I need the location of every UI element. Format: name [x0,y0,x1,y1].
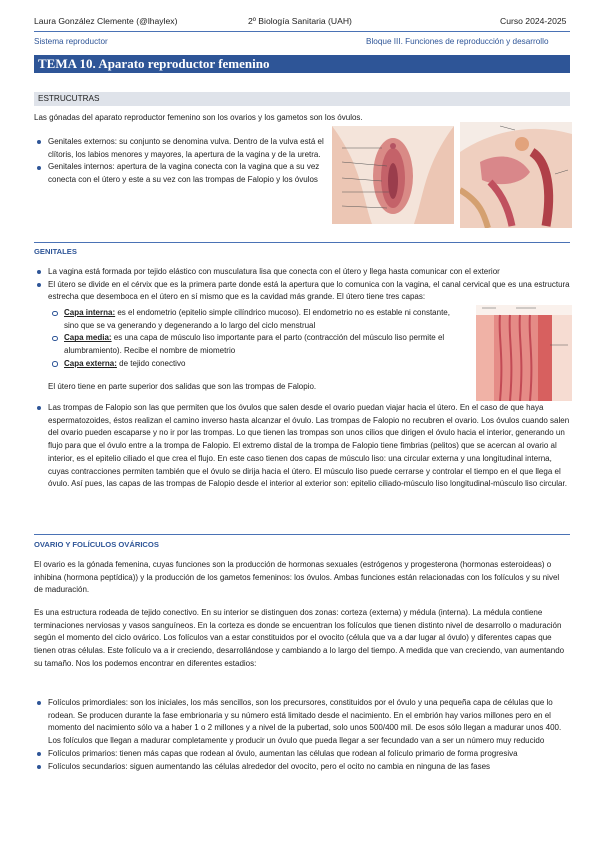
section-ovario: OVARIO Y FOLÍCULOS OVÁRICOS [34,540,159,549]
layer-name: Capa media: [64,333,112,343]
section-divider [34,534,570,535]
endometrium-illustration [476,305,572,401]
header-block: Bloque III. Funciones de reproducción y desarrollo [366,37,549,46]
layer-text: es el endometrio (epitelio simple cilíndrico mucoso). El endometrio no es estable ni constante, sino que se va generando y degenerando a lo largo del ciclo menstrual [64,308,450,330]
section-genitales: GENITALES [34,247,77,256]
list-item: Las trompas de Falopio son las que permiten que los óvulos que salen desde el ovario puedan viajar hacia el útero. En el caso de que haya espermatozoides, éstos realizan el camino inverso hasta alcanzar el óvulo. Las trompas de Falopio no recubren el ovario. Los óvulos cuando salen del ovario pueden escaparse y no ir por las trompas. Lo que tienen las trompas son unos cilios que dirigen el óvulo hacia el interior, generando un flujo para que el óvulo entre a la trompa de Falopio. El extremo distal de la trompa de Falopio tiene fimbrias (pelitos) que se acercan al ovario al interior, es el epitelio ciliado el que crea el flujo. En este caso tienen dos capas de músculo liso: una circular externa y una longitudinal interna, cuyas contracciones permiten también que el óvulo se dirija hacia el útero. El músculo liso puede cerrarse y controlar el tiempo en el que llega el óvulo. Así pues, las capas de las trompas de Falopio desde el interior al exterior son: epitelio ciliado-músculo liso longitudinal-músculo liso circular. [34,402,570,491]
list-item: Folículos primarios: tienen más capas que rodean al óvulo, aumentan las células que rodean al folículo primario de forma progresiva [34,748,570,761]
section-estructuras: ESTRUCUTRAS [34,92,570,106]
header-course: 2º Biología Sanitaria (UAH) [248,16,352,26]
header-subject: Sistema reproductor [34,37,108,46]
list-item: El útero se divide en el cérvix que es la primera parte donde está la apertura que lo comunica con la vagina, el canal cervical que es una estructura estrecha que desemboca en el útero en sí mismo que es la cavidad más grande. El útero tiene tres capas: [34,279,570,304]
list-item: Folículos secundarios: siguen aumentando las células alrededor del ovocito, pero el ocito no cambia en ninguna de las fases [34,761,570,774]
vulva-illustration [332,126,454,224]
list-item: Folículos primordiales: son los iniciales, los más sencillos, son los precursores, constituidos por el óvulo y una pequeña capa de células que lo rodean. Se producen durante la fase embrionaria y su número está limitado desde el nacimiento. En el embrión hay varios millones pero en el momento del nacimiento sólo va a haber 1 o 2 millones y a nivel de la pubertad, solo unos 500/400 mil. De esos sólo llegan a madurar unos 400. Los folículos que llegan a madurar completamente y producir un óvulo que pueda llegar a ser fecundado van a ser un número muy reducido [34,697,570,748]
header-divider [34,31,570,32]
list-item: Genitales internos: apertura de la vagina conecta con la vagina que a su vez conecta con el útero y este a su vez con las trompas de Falopio y los óvulos [34,161,328,186]
follicle-stages-list [34,697,570,773]
uterus-note: El útero tiene en parte superior dos salidas que son las trompas de Falopio. [48,382,317,391]
genitales-list-top [34,266,570,304]
layer-text: de tejido conectivo [116,358,186,368]
list-item: Genitales externos: su conjunto se denomina vulva. Dentro de la vulva está el clítoris, los labios menores y mayores, la apertura de la vagina y de la uretra. [34,136,328,161]
layer-text: es una capa de músculo liso importante para el parto (contracción del músculo liso permite el alumbramiento). Recibe el nombre de miometrio [64,333,445,356]
section-divider [34,242,570,243]
fallopian-paragraph [34,402,570,491]
list-item: La vagina está formada por tejido elástico con musculatura lisa que conecta con el útero y llega hasta comunicar con el exterior [34,266,570,279]
list-item [48,358,466,371]
estructuras-list [34,136,328,187]
layer-name: Capa interna: [64,308,116,317]
uterus-layers [48,307,466,371]
list-item [48,307,466,332]
header-author: Laura González Clemente (@lhaylex) [34,16,178,26]
estructuras-intro: Las gónadas del aparato reproductor femenino son los ovarios y los gametos son los óvulos. [34,113,363,122]
ovario-paragraph-2: Es una estructura rodeada de tejido conectivo. En su interior se distinguen dos zonas: corteza (externa) y médula (interna). La médula contiene terminaciones nerviosas y vasos sanguíneos. En la corteza es donde se encuentran los folículos que tienen distinto nivel de desarrollo o maduración según el momento del ciclo ovárico. Los folículos van a estar constituidos por el ovocito (célula que va a dar lugar al óvulo) y diferentes capas que tienen otras células. Este folículo va a ir creciendo, desarrollándose y cambiando a lo largo del tiempo. A medida que van creciendo, van aumentando su tamaño. Nos los podemos encontrar en diferentes estadios: [34,608,565,668]
list-item [48,332,466,357]
pelvis-section-illustration [460,122,572,228]
layer-name: Capa externa: [64,358,117,368]
header-year: Curso 2024-2025 [500,16,567,26]
ovario-paragraph-1: El ovario es la gónada femenina, cuyas funciones son la producción de hormonas sexuales (estrógenos y progesterona (hormonas esteroideas) o inhibina (hormona peptídica)) y la producción de los gametos femeninos: los óvulos. Ambas funciones están relacionadas con los folículos y su nivel de maduración. [34,560,560,595]
page-title: TEMA 10. Aparato reproductor femenino [34,55,570,73]
